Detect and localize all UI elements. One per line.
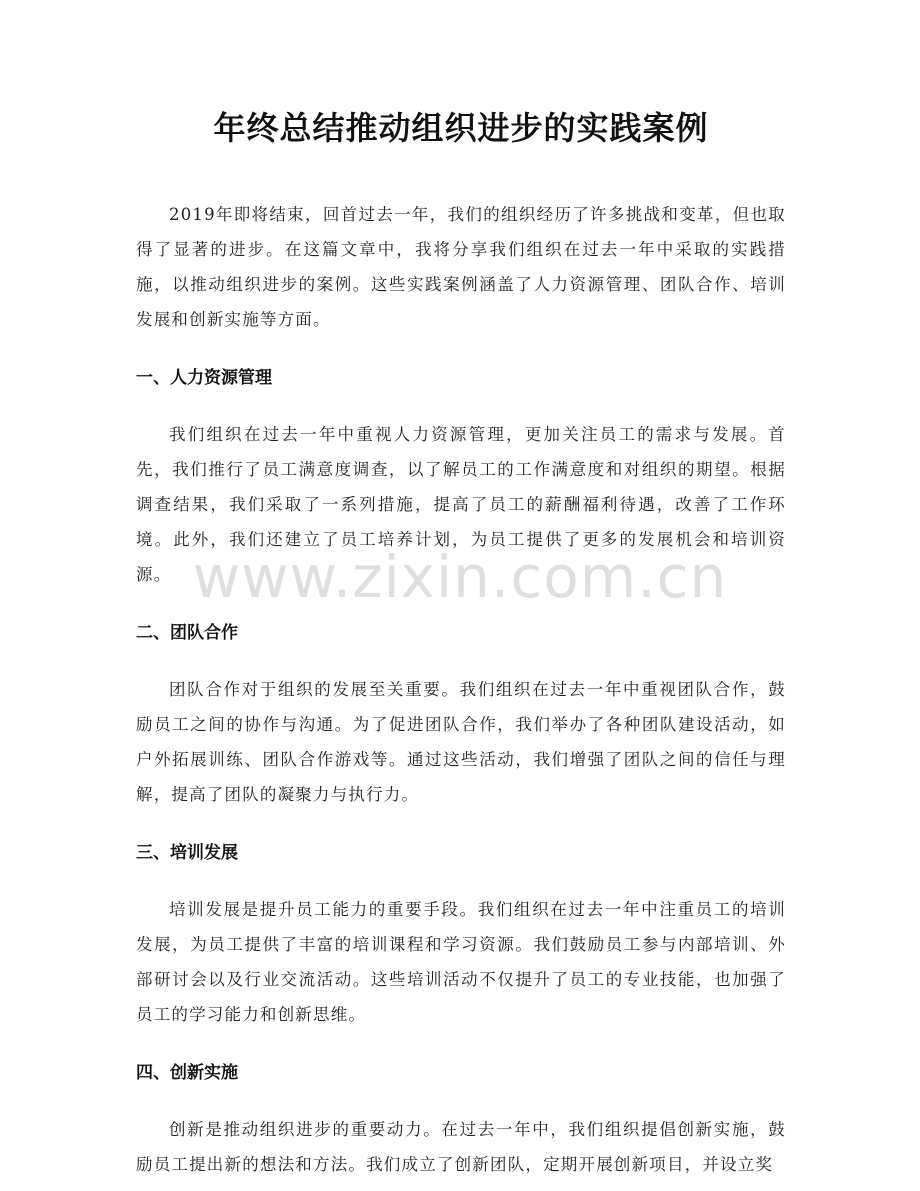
section-heading-hr: 一、人力资源管理 xyxy=(136,368,272,388)
section-heading-innovation: 四、创新实施 xyxy=(136,1063,238,1083)
section-body-hr: 我们组织在过去一年中重视人力资源管理，更加关注员工的需求与发展。首先，我们推行了员工满意度调查，以了解员工的工作满意度和对组织的期望。根据调查结果，我们采取了一系列措施，提高了员工的薪酬福利待遇，改善了工作环境。此外，我们还建立了员工培养计划，为员工提供了更多的发展机会和培训资源。 xyxy=(136,425,786,584)
document-title: 年终总结推动组织进步的实践案例 xyxy=(213,109,709,147)
section-body-training: 培训发展是提升员工能力的重要手段。我们组织在过去一年中注重员工的培训发展，为员工提供了丰富的培训课程和学习资源。我们鼓励员工参与内部培训、外部研讨会以及行业交流活动。这些培训活动不仅提升了员工的专业技能，也加强了员工的学习能力和创新思维。 xyxy=(136,900,786,1024)
watermark: www.zixin.com.cn xyxy=(192,543,728,611)
section-heading-teamwork: 二、团队合作 xyxy=(136,623,238,643)
section-heading-training: 三、培训发展 xyxy=(136,843,238,863)
section-body-innovation: 创新是推动组织进步的重要动力。在过去一年中，我们组织提倡创新实施，鼓励员工提出新的想法和方法。我们成立了创新团队，定期开展创新项目，并设立奖 xyxy=(136,1120,786,1174)
section-body-teamwork: 团队合作对于组织的发展至关重要。我们组织在过去一年中重视团队合作，鼓励员工之间的协作与沟通。为了促进团队合作，我们举办了各种团队建设活动，如户外拓展训练、团队合作游戏等。通过这些活动，我们增强了团队之间的信任与理解，提高了团队的凝聚力与执行力。 xyxy=(136,680,786,804)
intro-paragraph: 2019年即将结束，回首过去一年，我们的组织经历了许多挑战和变革，但也取得了显著的进步。在这篇文章中，我将分享我们组织在过去一年中采取的实践措施，以推动组织进步的案例。这些实践案例涵盖了人力资源管理、团队合作、培训发展和创新实施等方面。 xyxy=(136,205,786,329)
